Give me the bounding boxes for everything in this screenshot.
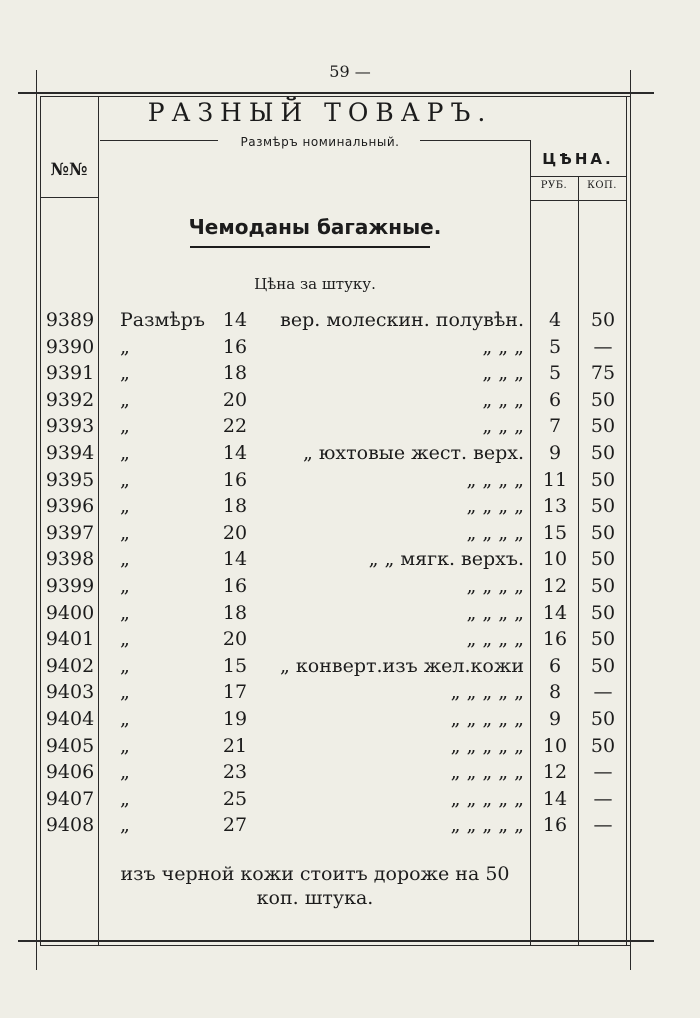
material-description: „ „ „ „: [466, 575, 524, 597]
size-label: „: [120, 575, 130, 597]
table-row: [0, 387, 700, 414]
price-rub: 14: [542, 601, 568, 624]
price-kop: —: [593, 761, 613, 784]
size-label: „: [120, 787, 130, 810]
price-rub: 10: [542, 734, 568, 757]
number-column-header: №№: [50, 160, 88, 180]
price-rub: 9: [548, 442, 562, 464]
material-description: „ „ „ „: [466, 628, 524, 651]
table-row: [0, 573, 700, 600]
table-row: [0, 812, 700, 839]
price-kop: 50: [590, 734, 616, 757]
size-label: „: [120, 468, 130, 491]
material-description: „ „ „ „: [466, 601, 524, 624]
material-description: „ конверт.изъ жел.кожи: [280, 654, 524, 677]
section-title: Чемоданы багажные.: [188, 215, 442, 239]
price-kop: 50: [590, 548, 616, 571]
material-description: „ „ „ „ „: [450, 787, 524, 810]
material-description: „ „ „ „ „: [450, 708, 524, 730]
size-value: 19: [222, 708, 248, 730]
price-rub: 8: [548, 681, 562, 704]
material-description: „ „ мягк. верхъ.: [368, 548, 524, 571]
size-value: 16: [222, 468, 248, 491]
price-rub: 7: [548, 415, 562, 438]
item-number: 9399: [45, 575, 95, 597]
price-kop: 50: [590, 601, 616, 624]
price-kop: —: [593, 335, 613, 358]
item-number: 9401: [45, 628, 95, 651]
table-row: [0, 467, 700, 494]
price-rub: 16: [542, 628, 568, 651]
price-rub: 10: [542, 548, 568, 571]
material-description: „ „ „ „ „: [450, 814, 524, 837]
price-rub: 11: [542, 468, 568, 491]
price-kop: 50: [590, 415, 616, 438]
price-rub: 12: [542, 761, 568, 784]
price-rub: 5: [548, 362, 562, 385]
size-value: 14: [222, 548, 248, 571]
top-rule-thin: [40, 96, 630, 97]
size-label: Размѣръ: [120, 309, 205, 331]
price-kop: 50: [590, 575, 616, 597]
kop-column-header: КОП.: [587, 180, 617, 191]
price-kop: 50: [590, 309, 616, 331]
size-value: 14: [222, 309, 248, 331]
price-column-header: ЦѢНА.: [542, 150, 614, 168]
price-kop: —: [593, 814, 613, 837]
page-number: 59 —: [329, 62, 371, 81]
price-rub: 6: [548, 388, 562, 411]
size-label: „: [120, 521, 130, 544]
price-kop: 50: [590, 442, 616, 464]
section-title-underline: [190, 246, 430, 248]
item-number: 9408: [45, 814, 95, 837]
material-description: „ юхтовые жест. верх.: [302, 442, 524, 464]
size-label: „: [120, 601, 130, 624]
item-number: 9405: [45, 734, 95, 757]
size-label: „: [120, 495, 130, 518]
material-description: „ „ „ „: [466, 521, 524, 544]
price-rub: 6: [548, 654, 562, 677]
size-label: „: [120, 442, 130, 464]
size-label: „: [120, 734, 130, 757]
table-row: [0, 334, 700, 361]
material-description: „ „ „ „: [466, 468, 524, 491]
page-subtitle: Размѣръ номинальный.: [240, 135, 400, 149]
price-kop: —: [593, 681, 613, 704]
item-number: 9402: [45, 654, 95, 677]
size-label: „: [120, 415, 130, 438]
table-row: [0, 413, 700, 440]
price-kop: 50: [590, 628, 616, 651]
price-kop: 50: [590, 468, 616, 491]
size-label: „: [120, 681, 130, 704]
price-rub: 14: [542, 787, 568, 810]
size-value: 17: [222, 681, 248, 704]
item-number: 9396: [45, 495, 95, 518]
size-value: 14: [222, 442, 248, 464]
size-label: „: [120, 814, 130, 837]
size-label: „: [120, 654, 130, 677]
item-number: 9392: [45, 388, 95, 411]
size-value: 21: [222, 734, 248, 757]
item-number: 9400: [45, 601, 95, 624]
size-value: 18: [222, 495, 248, 518]
table-row: [0, 307, 700, 334]
item-number: 9389: [45, 309, 95, 331]
footnote: изъ черной кожи стоитъ дороже на 50 коп. штука.: [120, 863, 510, 909]
price-rub: 13: [542, 495, 568, 518]
material-description: „ „ „ „ „: [450, 761, 524, 784]
price-kop: 50: [590, 495, 616, 518]
item-number: 9407: [45, 787, 95, 810]
header-rule: [40, 197, 98, 198]
size-label: „: [120, 708, 130, 730]
item-number: 9395: [45, 468, 95, 491]
table-row: [0, 440, 700, 467]
size-value: 16: [222, 575, 248, 597]
item-number: 9398: [45, 548, 95, 571]
price-rub: 12: [542, 575, 568, 597]
table-row: [0, 679, 700, 706]
material-description: „ „ „: [482, 362, 524, 385]
table-row: [0, 653, 700, 680]
bottom-rule: [18, 940, 654, 942]
item-number: 9390: [45, 335, 95, 358]
table-row: [0, 600, 700, 627]
material-description: вер. молескин. полувѣн.: [280, 309, 524, 331]
unit-note: Цѣна за штуку.: [254, 275, 376, 293]
page-title: РАЗНЫЙ ТОВАРЪ.: [147, 98, 493, 127]
price-kop: 50: [590, 654, 616, 677]
size-value: 20: [222, 521, 248, 544]
price-kop: 50: [590, 521, 616, 544]
size-value: 27: [222, 814, 248, 837]
material-description: „ „ „: [482, 335, 524, 358]
item-number: 9404: [45, 708, 95, 730]
size-value: 18: [222, 601, 248, 624]
size-label: „: [120, 628, 130, 651]
size-value: 16: [222, 335, 248, 358]
material-description: „ „ „ „ „: [450, 734, 524, 757]
size-value: 20: [222, 628, 248, 651]
item-number: 9394: [45, 442, 95, 464]
size-label: „: [120, 548, 130, 571]
table-row: [0, 786, 700, 813]
price-kop: 50: [590, 708, 616, 730]
size-label: „: [120, 388, 130, 411]
table-row: [0, 493, 700, 520]
table-row: [0, 360, 700, 387]
material-description: „ „ „ „: [466, 495, 524, 518]
table-row: [0, 733, 700, 760]
bottom-rule-thin: [40, 945, 630, 946]
size-value: 20: [222, 388, 248, 411]
size-label: „: [120, 335, 130, 358]
size-value: 22: [222, 415, 248, 438]
price-rub: 15: [542, 521, 568, 544]
table-row: [0, 759, 700, 786]
size-label: „: [120, 761, 130, 784]
material-description: „ „ „: [482, 388, 524, 411]
price-kop: 50: [590, 388, 616, 411]
size-label: „: [120, 362, 130, 385]
price-kop: —: [593, 787, 613, 810]
price-rub: 4: [548, 309, 562, 331]
price-kop: 75: [590, 362, 616, 385]
size-value: 23: [222, 761, 248, 784]
item-number: 9393: [45, 415, 95, 438]
size-value: 25: [222, 787, 248, 810]
price-rub: 9: [548, 708, 562, 730]
item-number: 9406: [45, 761, 95, 784]
rub-column-header: РУБ.: [540, 180, 568, 191]
table-row: [0, 706, 700, 733]
item-number: 9403: [45, 681, 95, 704]
top-rule: [18, 92, 654, 94]
table-row: [0, 546, 700, 573]
item-number: 9391: [45, 362, 95, 385]
size-value: 18: [222, 362, 248, 385]
item-number: 9397: [45, 521, 95, 544]
table-row: [0, 520, 700, 547]
size-value: 15: [222, 654, 248, 677]
material-description: „ „ „ „ „: [450, 681, 524, 704]
price-rub: 16: [542, 814, 568, 837]
price-rub: 5: [548, 335, 562, 358]
table-row: [0, 626, 700, 653]
material-description: „ „ „: [482, 415, 524, 438]
